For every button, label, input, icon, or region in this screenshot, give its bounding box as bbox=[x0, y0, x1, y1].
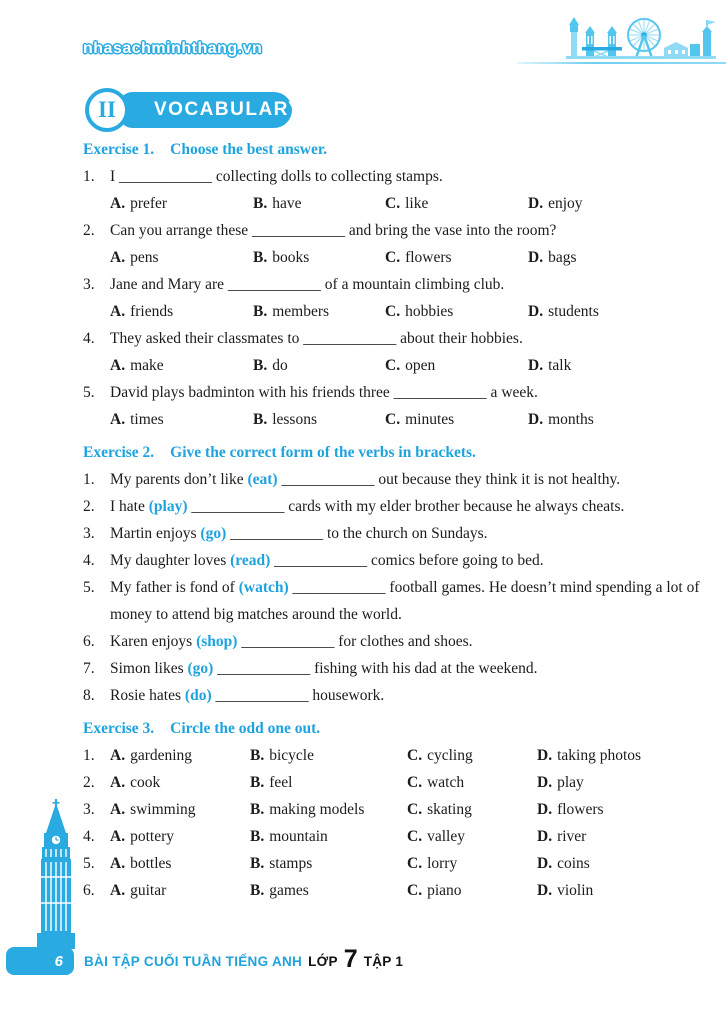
option-text: months bbox=[548, 411, 594, 428]
option-text: coins bbox=[557, 855, 590, 872]
question-row bbox=[83, 547, 702, 574]
question-row bbox=[83, 823, 702, 850]
option-letter: B. bbox=[250, 801, 265, 818]
page-number: 6 bbox=[54, 952, 63, 970]
option-text: pottery bbox=[130, 828, 174, 845]
option bbox=[110, 796, 250, 823]
option-letter: C. bbox=[385, 303, 401, 320]
option-text: making models bbox=[269, 801, 365, 818]
question-number: 3. bbox=[83, 276, 95, 293]
option-text: prefer bbox=[130, 195, 168, 212]
options-row bbox=[110, 352, 702, 379]
exercise3-instruction: Circle the odd one out. bbox=[170, 720, 321, 737]
option-letter: D. bbox=[528, 411, 544, 428]
question-number: 5. bbox=[83, 579, 95, 596]
question-row bbox=[83, 325, 702, 352]
question-number: 1. bbox=[83, 747, 95, 764]
option-text: bicycle bbox=[269, 747, 314, 764]
question-text: Karen enjoys (shop) ____________ for clothes and shoes. bbox=[110, 633, 473, 650]
option-letter: A. bbox=[110, 747, 126, 764]
option-text: bottles bbox=[130, 855, 172, 872]
option-letter: A. bbox=[110, 882, 126, 899]
question-row bbox=[83, 769, 702, 796]
option-text: skating bbox=[427, 801, 472, 818]
option-text: guitar bbox=[130, 882, 167, 899]
question-text: I hate (play) ____________ cards with my elder brother because he always cheats. bbox=[110, 498, 625, 515]
option bbox=[537, 742, 702, 769]
option-letter: D. bbox=[528, 195, 544, 212]
option-letter: D. bbox=[537, 774, 553, 791]
option-text: make bbox=[130, 357, 164, 374]
option-text: play bbox=[557, 774, 584, 791]
question-row bbox=[83, 682, 702, 709]
question-row bbox=[83, 628, 702, 655]
option-text: valley bbox=[427, 828, 465, 845]
question-number: 2. bbox=[83, 498, 95, 515]
option bbox=[407, 796, 537, 823]
option-text: feel bbox=[269, 774, 293, 791]
option-text: cook bbox=[130, 774, 161, 791]
option bbox=[528, 406, 702, 433]
option bbox=[537, 877, 702, 904]
option-letter: D. bbox=[537, 801, 553, 818]
option-letter: C. bbox=[407, 774, 423, 791]
option bbox=[253, 352, 385, 379]
verb-hint: (play) bbox=[148, 498, 188, 515]
option-text: times bbox=[130, 411, 164, 428]
option bbox=[250, 796, 407, 823]
question-text: Jane and Mary are ____________ of a mountain climbing club. bbox=[110, 276, 505, 293]
section-badge bbox=[85, 88, 303, 132]
option-letter: B. bbox=[253, 411, 268, 428]
option-letter: D. bbox=[528, 357, 544, 374]
option bbox=[385, 352, 528, 379]
question-number: 6. bbox=[83, 633, 95, 650]
question-row bbox=[83, 850, 702, 877]
options-row bbox=[110, 850, 702, 877]
question-row bbox=[83, 163, 702, 190]
question-row bbox=[83, 877, 702, 904]
option bbox=[537, 823, 702, 850]
footer-volume-label: TẬP 1 bbox=[363, 953, 404, 969]
option-text: talk bbox=[548, 357, 572, 374]
verb-hint: (go) bbox=[200, 525, 227, 542]
option bbox=[110, 406, 253, 433]
option bbox=[250, 769, 407, 796]
option-text: minutes bbox=[405, 411, 455, 428]
option-letter: C. bbox=[385, 195, 401, 212]
option bbox=[407, 742, 537, 769]
option-letter: C. bbox=[407, 882, 423, 899]
option-text: gardening bbox=[130, 747, 193, 764]
option-letter: B. bbox=[253, 303, 268, 320]
verb-hint: (eat) bbox=[247, 471, 278, 488]
option bbox=[407, 877, 537, 904]
option-letter: B. bbox=[250, 855, 265, 872]
option-text: enjoy bbox=[548, 195, 583, 212]
option-text: students bbox=[548, 303, 599, 320]
question-text: They asked their classmates to ____________ about their hobbies. bbox=[110, 330, 523, 347]
option bbox=[385, 298, 528, 325]
question-number: 1. bbox=[83, 168, 95, 185]
exercise3-heading bbox=[83, 715, 702, 742]
options-row bbox=[110, 769, 702, 796]
option-letter: C. bbox=[407, 801, 423, 818]
option-letter: C. bbox=[385, 411, 401, 428]
option-text: open bbox=[405, 357, 436, 374]
option bbox=[250, 742, 407, 769]
london-skyline-icon bbox=[556, 16, 726, 66]
option-letter: B. bbox=[253, 195, 268, 212]
option-text: mountain bbox=[269, 828, 328, 845]
exercise2-heading bbox=[83, 439, 702, 466]
option bbox=[537, 769, 702, 796]
site-logo-text: nhasachminhthang.vn bbox=[83, 40, 263, 57]
options-row bbox=[110, 823, 702, 850]
option bbox=[110, 769, 250, 796]
section-badge-numeral: II bbox=[85, 88, 129, 132]
question-number: 2. bbox=[83, 222, 95, 239]
option-text: members bbox=[272, 303, 330, 320]
question-text: I ____________ collecting dolls to collecting stamps. bbox=[110, 168, 443, 185]
option bbox=[110, 244, 253, 271]
option-text: books bbox=[272, 249, 310, 266]
option-letter: B. bbox=[250, 774, 265, 791]
section-badge-pill: VOCABULARY bbox=[118, 92, 292, 128]
verb-hint: (do) bbox=[184, 687, 212, 704]
options-row bbox=[110, 244, 702, 271]
footer-grade-number: 7 bbox=[343, 945, 358, 973]
options-row bbox=[110, 796, 702, 823]
options-row bbox=[110, 406, 702, 433]
question-text: My daughter loves (read) ____________ comics before going to bed. bbox=[110, 552, 544, 569]
option bbox=[253, 190, 385, 217]
option-letter: D. bbox=[537, 855, 553, 872]
option-letter: C. bbox=[385, 249, 401, 266]
option bbox=[250, 850, 407, 877]
option-letter: A. bbox=[110, 774, 126, 791]
question-text: Rosie hates (do) ____________ housework. bbox=[110, 687, 385, 704]
footer-grade-label: LỚP bbox=[308, 953, 338, 969]
question-row bbox=[83, 466, 702, 493]
option-text: friends bbox=[130, 303, 174, 320]
question-row bbox=[83, 520, 702, 547]
option-letter: C. bbox=[385, 357, 401, 374]
option bbox=[407, 769, 537, 796]
option-text: piano bbox=[427, 882, 462, 899]
question-number: 6. bbox=[83, 882, 95, 899]
question-row bbox=[83, 379, 702, 406]
option bbox=[110, 190, 253, 217]
question-number: 3. bbox=[83, 801, 95, 818]
question-row bbox=[83, 796, 702, 823]
option-text: lorry bbox=[427, 855, 458, 872]
verb-hint: (read) bbox=[230, 552, 271, 569]
option-letter: C. bbox=[407, 828, 423, 845]
option-letter: B. bbox=[250, 747, 265, 764]
option bbox=[385, 244, 528, 271]
question-number: 2. bbox=[83, 774, 95, 791]
option bbox=[407, 823, 537, 850]
option-text: stamps bbox=[269, 855, 313, 872]
question-number: 3. bbox=[83, 525, 95, 542]
option bbox=[110, 823, 250, 850]
option-letter: B. bbox=[250, 828, 265, 845]
exercise2-body bbox=[83, 466, 702, 709]
option-text: taking photos bbox=[557, 747, 642, 764]
exercise1-body bbox=[83, 163, 702, 433]
option-text: flowers bbox=[557, 801, 604, 818]
option-letter: D. bbox=[528, 249, 544, 266]
question-row bbox=[83, 217, 702, 244]
option-text: do bbox=[272, 357, 288, 374]
question-number: 4. bbox=[83, 552, 95, 569]
question-text: My parents don’t like (eat) ____________ out because they think it is not healthy. bbox=[110, 471, 621, 488]
question-text: My father is fond of (watch) ____________ football games. He doesn’t mind spending a lot of money to attend big matches around the world. bbox=[110, 579, 700, 623]
page-number-tab bbox=[6, 947, 74, 975]
option-text: like bbox=[405, 195, 429, 212]
option bbox=[537, 796, 702, 823]
question-number: 8. bbox=[83, 687, 95, 704]
question-row bbox=[83, 655, 702, 682]
option-letter: A. bbox=[110, 303, 126, 320]
option bbox=[110, 352, 253, 379]
footer-series-title: BÀI TẬP CUỐI TUẦN TIẾNG ANH bbox=[84, 953, 303, 969]
option-text: flowers bbox=[405, 249, 452, 266]
option-letter: A. bbox=[110, 855, 126, 872]
option-letter: D. bbox=[528, 303, 544, 320]
question-text: Can you arrange these ____________ and bring the vase into the room? bbox=[110, 222, 557, 239]
option bbox=[407, 850, 537, 877]
option-letter: D. bbox=[537, 747, 553, 764]
exercise3-title: Exercise 3. bbox=[83, 720, 155, 737]
option bbox=[250, 823, 407, 850]
question-number: 4. bbox=[83, 828, 95, 845]
verb-hint: (go) bbox=[187, 660, 214, 677]
question-text: David plays badminton with his friends three ____________ a week. bbox=[110, 384, 538, 401]
option-text: violin bbox=[557, 882, 594, 899]
exercise2-title: Exercise 2. bbox=[83, 444, 155, 461]
option bbox=[250, 877, 407, 904]
option-letter: A. bbox=[110, 828, 126, 845]
question-number: 1. bbox=[83, 471, 95, 488]
verb-hint: (shop) bbox=[196, 633, 238, 650]
question-row bbox=[83, 493, 702, 520]
exercise2-instruction: Give the correct form of the verbs in brackets. bbox=[170, 444, 476, 461]
footer-book-title bbox=[84, 947, 403, 975]
option bbox=[253, 406, 385, 433]
option-text: hobbies bbox=[405, 303, 454, 320]
exercise1-title: Exercise 1. bbox=[83, 141, 155, 158]
exercise1-heading bbox=[83, 136, 702, 163]
option-letter: D. bbox=[537, 882, 553, 899]
options-row bbox=[110, 298, 702, 325]
question-number: 5. bbox=[83, 855, 95, 872]
option-letter: A. bbox=[110, 801, 126, 818]
option-letter: B. bbox=[253, 357, 268, 374]
option bbox=[110, 742, 250, 769]
option-text: lessons bbox=[272, 411, 318, 428]
option-text: bags bbox=[548, 249, 577, 266]
option-letter: B. bbox=[250, 882, 265, 899]
option-letter: B. bbox=[253, 249, 268, 266]
option-letter: A. bbox=[110, 195, 126, 212]
option bbox=[528, 244, 702, 271]
option-text: pens bbox=[130, 249, 159, 266]
option-text: watch bbox=[427, 774, 465, 791]
question-row bbox=[83, 574, 702, 628]
question-number: 5. bbox=[83, 384, 95, 401]
question-text: Martin enjoys (go) ____________ to the church on Sundays. bbox=[110, 525, 488, 542]
option bbox=[537, 850, 702, 877]
option bbox=[528, 352, 702, 379]
exercise1-instruction: Choose the best answer. bbox=[170, 141, 328, 158]
option-text: swimming bbox=[130, 801, 196, 818]
option bbox=[528, 190, 702, 217]
big-ben-tower-icon bbox=[28, 798, 84, 950]
option-text: cycling bbox=[427, 747, 473, 764]
option bbox=[110, 850, 250, 877]
option bbox=[110, 298, 253, 325]
options-row bbox=[110, 742, 702, 769]
options-row bbox=[110, 877, 702, 904]
option bbox=[385, 190, 528, 217]
options-row bbox=[110, 190, 702, 217]
exercise3-body bbox=[83, 742, 702, 904]
option-text: river bbox=[557, 828, 587, 845]
option-letter: A. bbox=[110, 249, 126, 266]
option bbox=[110, 877, 250, 904]
question-number: 7. bbox=[83, 660, 95, 677]
question-row bbox=[83, 742, 702, 769]
option-letter: A. bbox=[110, 357, 126, 374]
verb-hint: (watch) bbox=[238, 579, 289, 596]
exercises-content bbox=[83, 136, 702, 904]
option bbox=[528, 298, 702, 325]
option-text: games bbox=[269, 882, 309, 899]
option-letter: A. bbox=[110, 411, 126, 428]
question-row bbox=[83, 271, 702, 298]
option-letter: C. bbox=[407, 747, 423, 764]
option bbox=[253, 244, 385, 271]
option bbox=[253, 298, 385, 325]
option-letter: D. bbox=[537, 828, 553, 845]
option-text: have bbox=[272, 195, 302, 212]
question-text: Simon likes (go) ____________ fishing with his dad at the weekend. bbox=[110, 660, 538, 677]
option bbox=[385, 406, 528, 433]
question-number: 4. bbox=[83, 330, 95, 347]
option-letter: C. bbox=[407, 855, 423, 872]
